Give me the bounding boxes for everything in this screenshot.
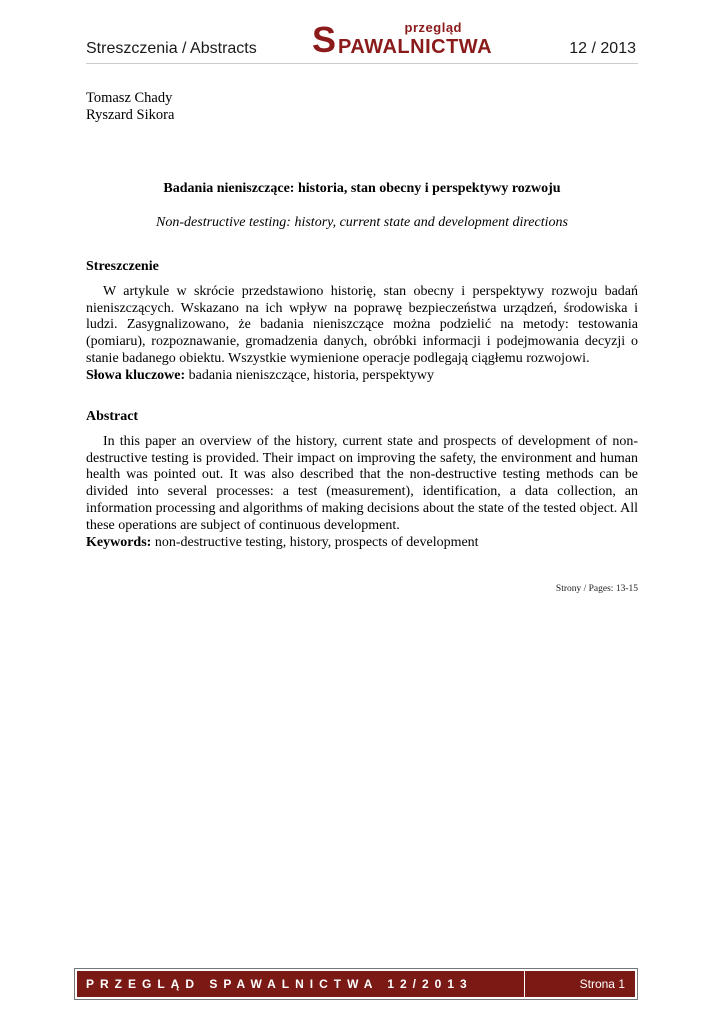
keywords <box>86 535 638 552</box>
abstract-text: In this paper an overview of the history, current state and prospects of development of non-destructive testing is provided. Their impact on improving the safety, the environment and human health was pointed out. It was also described that the non-destructive testing methods can be divided into several processes: a test (measurement), identification, a data collection, an information processing and algorithms of making decisions about the state of the tested object. All these operations are subject of continuous development. <box>86 433 638 533</box>
article-title-english: Non-destructive testing: history, current state and development directions <box>156 215 568 230</box>
header-divider <box>86 63 638 64</box>
article-title-polish: Badania nieniszczące: historia, stan obecny i perspektywy rozwoju <box>163 181 561 196</box>
keywords-label: Keywords: <box>86 534 152 550</box>
streszczenie-section <box>86 259 638 385</box>
abstract-heading: Abstract <box>86 409 139 424</box>
keywords-label: Słowa kluczowe: <box>86 367 186 383</box>
footer-journal-title: PRZEGLĄD SPAWALNICTWA 12/2013 <box>86 977 473 991</box>
logo-spawalnictwa-text: PAWALNICTWA <box>338 36 493 58</box>
authors <box>86 90 174 124</box>
footer-background <box>77 971 635 997</box>
logo-przeglad-text: przegląd <box>404 20 462 35</box>
streszczenie-heading: Streszczenie <box>86 259 159 274</box>
streszczenie-text: W artykule w skrócie przedstawiono historię, stan obecny i perspektywy rozwoju badań nieniszczących. Wskazano na ich wpływ na poprawę bezpieczeństwa urządzeń, środowiska i ludzi. Zasygnalizowano, że badania nieniszczące można podzielić na metody: testowania (pomiaru), rozpoznawanie, gromadzenia danych, obróbki informacji i podejmowania decyzji o stanie badanego obiektu. Wszystkie wymienione operacje podlegają ciągłemu rozwojowi. <box>86 283 638 366</box>
keywords-text: badania nieniszczące, historia, perspektywy <box>185 367 434 383</box>
footer-page-number: Strona 1 <box>579 977 625 991</box>
keywords-text: non-destructive testing, history, prospects of development <box>151 534 479 550</box>
header-section-label: Streszczenia / Abstracts <box>86 40 257 57</box>
slowa-kluczowe <box>86 368 638 385</box>
header-issue: 12 / 2013 <box>569 40 636 57</box>
footer-bar <box>74 968 638 1000</box>
page-range: Strony / Pages: 13-15 <box>555 584 638 594</box>
author-name: Ryszard Sikora <box>86 107 175 123</box>
author-name: Tomasz Chady <box>86 90 173 106</box>
abstract-section <box>86 409 638 551</box>
journal-logo <box>312 19 493 62</box>
logo-s-letter: S <box>312 19 337 60</box>
